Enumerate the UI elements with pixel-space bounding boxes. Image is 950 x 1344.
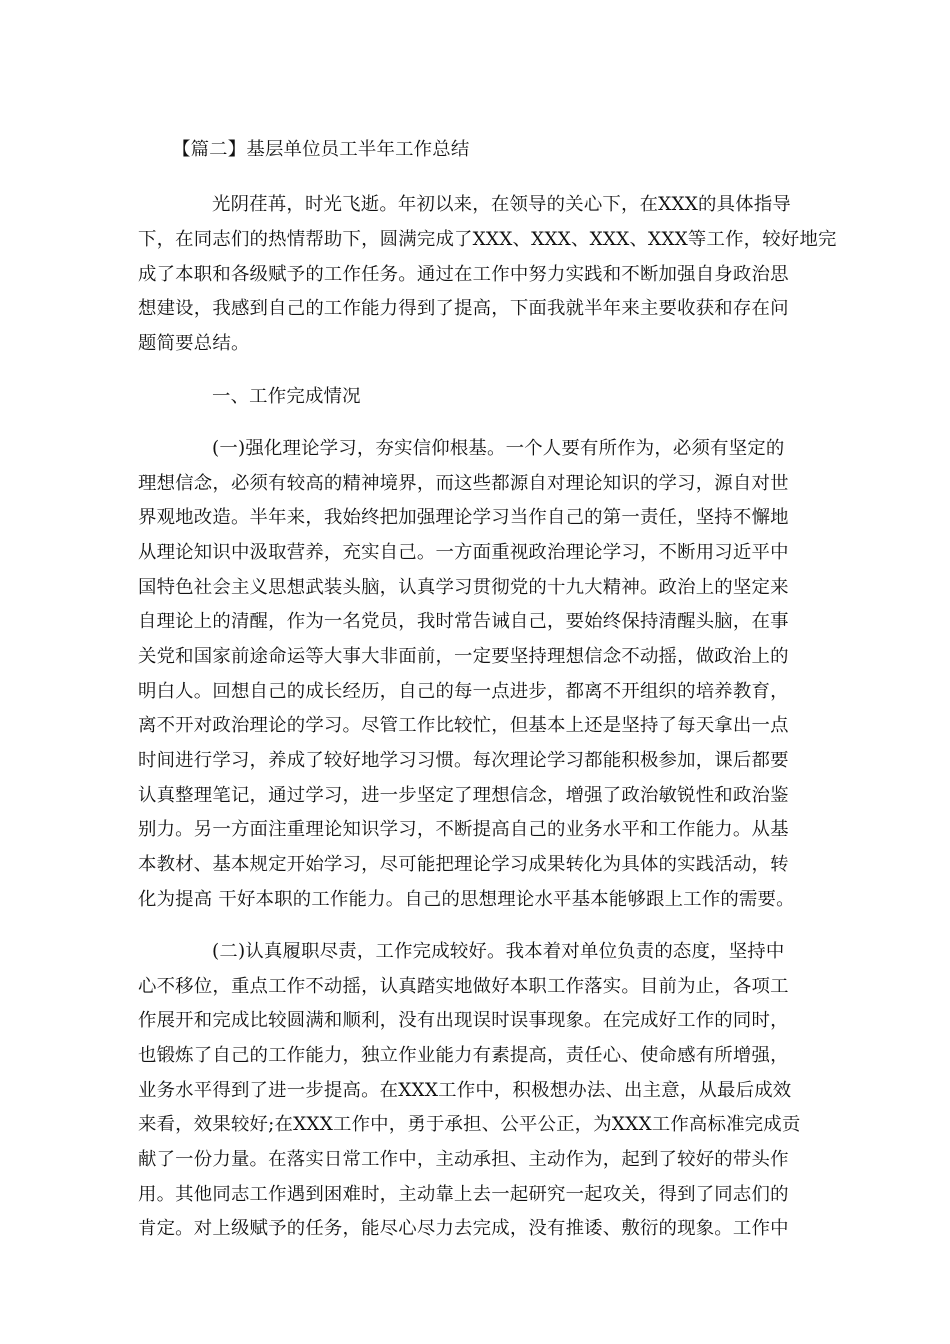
intro-line: 成了本职和各级赋予的工作任务。通过在工作中努力实践和不断加强自身政治思 [138,264,789,285]
document-title: 【篇二】基层单位员工半年工作总结 [172,139,470,160]
sub1-line: 本教材、基本规定开始学习，尽可能把理论学习成果转化为具体的实践活动，转 [138,854,789,875]
sub2-line: 作展开和完成比较圆满和顺利，没有出现误时误事现象。在完成好工作的同时， [138,1010,789,1031]
sub2-line: 用。其他同志工作遇到困难时，主动靠上去一起研究一起攻关，得到了同志们的 [138,1184,789,1205]
sub2-line: 业务水平得到了进一步提高。在XXX工作中，积极想办法、出主意，从最后成效 [138,1080,792,1101]
sub2-line: 心不移位，重点工作不动摇，认真踏实地做好本职工作落实。目前为止，各项工 [138,976,789,997]
sub1-line: 认真整理笔记，通过学习，进一步坚定了理想信念，增强了政治敏锐性和政治鉴 [138,785,789,806]
sub1-line: 界观地改造。半年来，我始终把加强理论学习当作自己的第一责任，坚持不懈地 [138,507,789,528]
sub1-line: 离不开对政治理论的学习。尽管工作比较忙，但基本上还是坚持了每天拿出一点 [138,715,789,736]
sub1-line: 自理论上的清醒，作为一名党员，我时常告诫自己，要始终保持清醒头脑，在事 [138,611,789,632]
sub1-line: 时间进行学习，养成了较好地学习习惯。每次理论学习都能积极参加，课后都要 [138,750,789,771]
sub2-line: 肯定。对上级赋予的任务，能尽心尽力去完成，没有推诿、敷衍的现象。工作中 [138,1218,789,1239]
sub1-line: 理想信念，必须有较高的精神境界，而这些都源自对理论知识的学习，源自对世 [138,473,789,494]
intro-line: 光阴荏苒，时光飞逝。年初以来，在领导的关心下，在XXX的具体指导 [212,194,792,215]
sub1-line: 从理论知识中汲取营养，充实自己。一方面重视政治理论学习，不断用习近平中 [138,542,789,563]
sub2-line: 献了一份力量。在落实日常工作中，主动承担、主动作为，起到了较好的带头作 [138,1149,789,1170]
sub1-line: 化为提高 干好本职的工作能力。自己的思想理论水平基本能够跟上工作的需要。 [138,889,795,910]
sub1-line: (一)强化理论学习，夯实信仰根基。一个人要有所作为，必须有坚定的 [212,438,785,459]
sub2-line: 也锻炼了自己的工作能力，独立作业能力有素提高，责任心、使命感有所增强， [138,1045,789,1066]
sub2-line: 来看，效果较好;在XXX工作中，勇于承担、公平公正，为XXX工作高标准完成贡 [138,1114,801,1135]
intro-line: 题简要总结。 [138,333,250,354]
sub2-line: (二)认真履职尽责，工作完成较好。我本着对单位负责的态度，坚持中 [212,941,785,962]
intro-line: 想建设，我感到自己的工作能力得到了提高，下面我就半年来主要收获和存在问 [138,298,789,319]
section-heading: 一、工作完成情况 [212,386,361,407]
sub1-line: 明白人。回想自己的成长经历，自己的每一点进步，都离不开组织的培养教育， [138,681,789,702]
sub1-line: 别力。另一方面注重理论知识学习，不断提高自己的业务水平和工作能力。从基 [138,819,789,840]
intro-line: 下，在同志们的热情帮助下，圆满完成了XXX、XXX、XXX、XXX等工作，较好地完 [138,229,837,250]
sub1-line: 关党和国家前途命运等大事大非面前，一定要坚持理想信念不动摇，做政治上的 [138,646,789,667]
sub1-line: 国特色社会主义思想武装头脑，认真学习贯彻党的十九大精神。政治上的坚定来 [138,577,789,598]
